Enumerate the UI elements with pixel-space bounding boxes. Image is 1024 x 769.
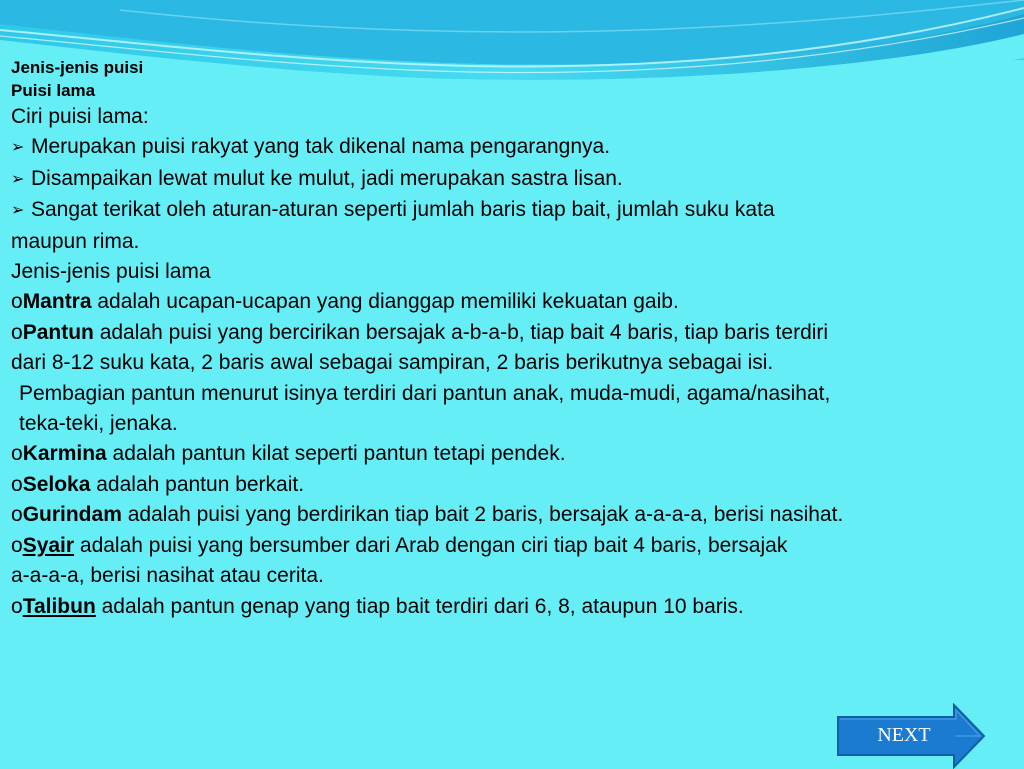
circle-bullet-icon: o [11,320,23,344]
circle-bullet-icon: o [11,472,23,496]
pantun-continuation: dari 8-12 suku kata, 2 baris awal sebagai sampiran, 2 baris berikutnya sebagai isi. [11,351,774,375]
characteristic-continuation: maupun rima. [11,229,140,253]
term-mantra: Mantra [22,290,92,314]
intro-ciri-puisi-lama: Ciri puisi lama: [11,105,149,128]
type-pantun [11,318,1023,348]
desc-karmina: adalah pantun kilat seperti pantun tetapi pendek. [106,442,566,466]
types-heading: Jenis-jenis puisi lama [11,260,211,284]
desc-pantun: adalah puisi yang bercirikan bersajak a-b-a-b, tiap bait 4 baris, tiap baris terdiri [93,320,829,344]
circle-bullet-icon: o [11,290,23,314]
term-syair-link[interactable]: Syair [22,533,75,557]
syair-continuation: a-a-a-a, berisi nasihat atau cerita. [11,564,324,588]
term-pantun: Pantun [22,320,94,344]
pantun-continuation: teka-teki, jenaka. [19,412,178,436]
circle-bullet-icon: o [11,503,23,527]
arrow-bullet-icon: ➢ [11,202,25,220]
heading-puisi-lama: Puisi lama [11,81,96,100]
next-button[interactable] [836,703,988,769]
type-talibun [11,592,1023,622]
arrow-bullet-icon: ➢ [11,139,25,157]
circle-bullet-icon: o [11,594,23,618]
desc-syair: adalah puisi yang bersumber dari Arab dengan ciri tiap bait 4 baris, bersajak [74,533,788,557]
characteristic-text: Merupakan puisi rakyat yang tak dikenal nama pengarangnya. [31,135,611,159]
desc-seloka: adalah pantun berkait. [90,472,305,496]
term-gurindam: Gurindam [22,503,122,527]
desc-mantra: adalah ucapan-ucapan yang dianggap memiliki kekuatan gaib. [91,290,679,314]
circle-bullet-icon: o [11,442,23,466]
characteristic-text: Disampaikan lewat mulut ke mulut, jadi merupakan sastra lisan. [31,166,623,190]
characteristic-item [11,164,1023,195]
next-button-label: NEXT [877,724,931,746]
term-karmina: Karmina [22,442,107,466]
term-seloka: Seloka [22,472,91,496]
type-seloka [11,470,1023,500]
type-karmina [11,439,1023,469]
circle-bullet-icon: o [11,533,23,557]
heading-jenis-puisi: Jenis-jenis puisi [11,58,144,77]
pantun-continuation: Pembagian pantun menurut isinya terdiri dari pantun anak, muda-mudi, agama/nasihat, [19,381,831,405]
term-talibun-link[interactable]: Talibun [22,594,96,618]
characteristic-item [11,195,1023,226]
characteristic-text: Sangat terikat oleh aturan-aturan seperti jumlah baris tiap bait, jumlah suku kata [31,198,775,222]
characteristic-item [11,132,1023,163]
slide-content [11,56,1023,622]
type-gurindam [11,500,1023,530]
type-syair [11,531,1023,561]
type-mantra [11,287,1023,317]
arrow-bullet-icon: ➢ [11,170,25,188]
desc-talibun: adalah pantun genap yang tiap bait terdiri dari 6, 8, ataupun 10 baris. [95,594,744,618]
desc-gurindam: adalah puisi yang berdirikan tiap bait 2 baris, bersajak a-a-a-a, berisi nasihat. [121,503,844,527]
